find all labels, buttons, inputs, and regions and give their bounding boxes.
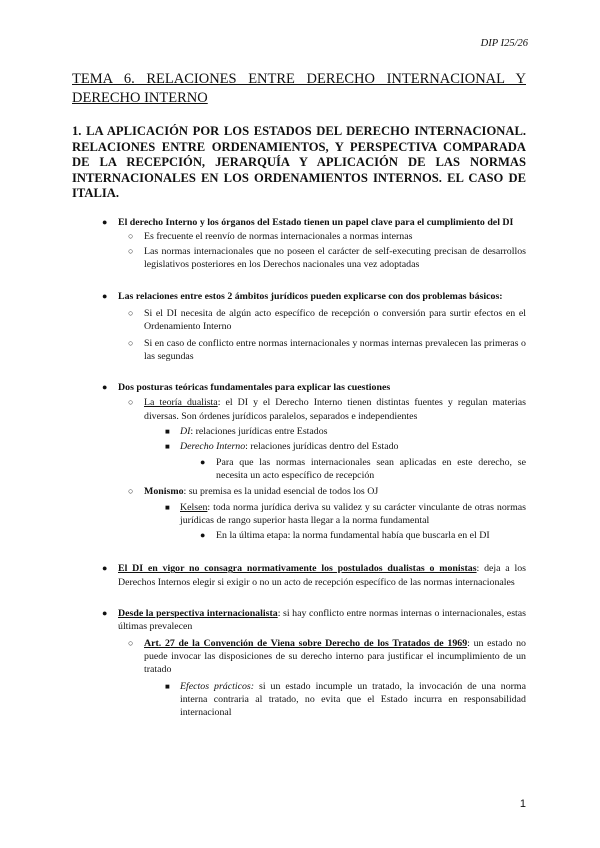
bullet-dot-icon: ● [200, 456, 206, 467]
kelsen-last-stage: ● En la última etapa: la norma fundamental había que buscarla en el DI [200, 530, 490, 542]
bullet-dot-icon: ● [102, 563, 108, 574]
bullet-1-sub-1: ○ Es frecuente el reenvío de normas internacionales a normas internas [128, 230, 413, 242]
bullet-5: ● Desde la perspectiva internacionalista: si hay conflicto entre normas internas o internacionales, estas últimas prevalecen [102, 608, 527, 633]
circle-bullet-icon: ○ [128, 246, 134, 257]
bullet-dot-icon: ● [102, 290, 108, 301]
bullet-3: ● Dos posturas teóricas fundamentales para explicar las cuestiones [102, 382, 391, 394]
square-bullet-icon: ■ [165, 442, 170, 452]
bullet-dot-icon: ● [102, 608, 108, 619]
bullet-2-sub-1: ○ Si el DI necesita de algún acto específico de recepción o conversión para surtir efectos en el Ordenamiento Interno [128, 307, 526, 333]
square-bullet-icon: ■ [165, 681, 170, 691]
circle-bullet-icon: ○ [128, 307, 134, 318]
bullet-2: ● Las relaciones entre estos 2 ámbitos jurídicos pueden explicarse con dos problemas básicos: [102, 290, 503, 302]
kelsen: ■ Kelsen: toda norma jurídica deriva su validez y su carácter vinculante de otras normas jurídicas de rango superior hasta llegar a la norma fundamental [165, 501, 526, 526]
square-bullet-icon: ■ [165, 502, 170, 512]
bullet-dot-icon: ● [102, 382, 108, 393]
circle-bullet-icon: ○ [128, 337, 134, 348]
square-bullet-icon: ■ [165, 427, 170, 437]
page-number: 1 [519, 798, 526, 810]
circle-bullet-icon: ○ [128, 637, 134, 648]
practical-effects: ■ Efectos prácticos: si un estado incumple un tratado, la invocación de una norma interna contraria al tratado, no evita que el Estado incurra en responsabilidad internacional [165, 680, 526, 719]
bullet-1-sub-2: ○ Las normas internacionales que no poseen el carácter de self-executing precisan de desarrollos legislativos posteriores en los Derechos nacionales una vez adoptadas [128, 246, 526, 271]
page-title: TEMA 6. RELACIONES ENTRE DERECHO INTERNACIONAL Y DERECHO INTERNO [72, 71, 526, 106]
circle-bullet-icon: ○ [128, 397, 134, 408]
section-heading: 1. LA APLICACIÓN POR LOS ESTADOS DEL DERECHO INTERNACIONAL. RELACIONES ENTRE ORDENAMIENTOS, Y PERSPECTIVA COMPARADA DE LA RECEPCIÓN, JERARQUÍA Y APLICACIÓN DE LAS NORMAS INTERNACIONALES EN LOS ORDENAMIENTOS INTERNOS. EL CASO DE ITALIA. [72, 124, 526, 200]
running-header: DIP I25/26 [480, 38, 528, 49]
di-definition: ■ DI: relaciones jurídicas entre Estados [165, 426, 328, 438]
dualist-theory: ○ La teoría dualista: el DI y el Derecho Interno tienen distintas fuentes y regulan materias diversas. Son órdenes jurídicos paralelos, separados e independientes [128, 397, 527, 422]
monism: ○ Monismo: su premisa es la unidad esencial de todos los OJ [128, 486, 379, 498]
circle-bullet-icon: ○ [128, 230, 134, 241]
bullet-dot-icon: ● [102, 216, 108, 227]
bullet-dot-icon: ● [200, 530, 206, 541]
vienna-art-27: ○ Art. 27 de la Convención de Viena sobre Derecho de los Tratados de 1969: un estado no puede invocar las disposiciones de su derecho interno para justificar el incumplimiento de un tratado [128, 637, 526, 676]
derecho-interno-definition: ■ Derecho Interno: relaciones jurídicas dentro del Estado [165, 441, 399, 453]
circle-bullet-icon: ○ [128, 486, 134, 497]
bullet-2-sub-2: ○ Si en caso de conflicto entre normas internacionales y normas internas prevalecen las primeras o las segundas [128, 337, 526, 362]
document-body [72, 70, 526, 719]
reception-requirement: ● Para que las normas internacionales sean aplicadas en este derecho, se necesita un acto específico de recepción [200, 456, 526, 481]
bullet-1: ● El derecho Interno y los órganos del Estado tienen un papel clave para el cumplimiento del DI [102, 216, 514, 228]
bullet-4: ● El DI en vigor no consagra normativamente los postulados dualistas o monistas: deja a los Derechos Internos elegir si exigir o no un acto de recepción específico de las normas internacionales [102, 563, 526, 588]
